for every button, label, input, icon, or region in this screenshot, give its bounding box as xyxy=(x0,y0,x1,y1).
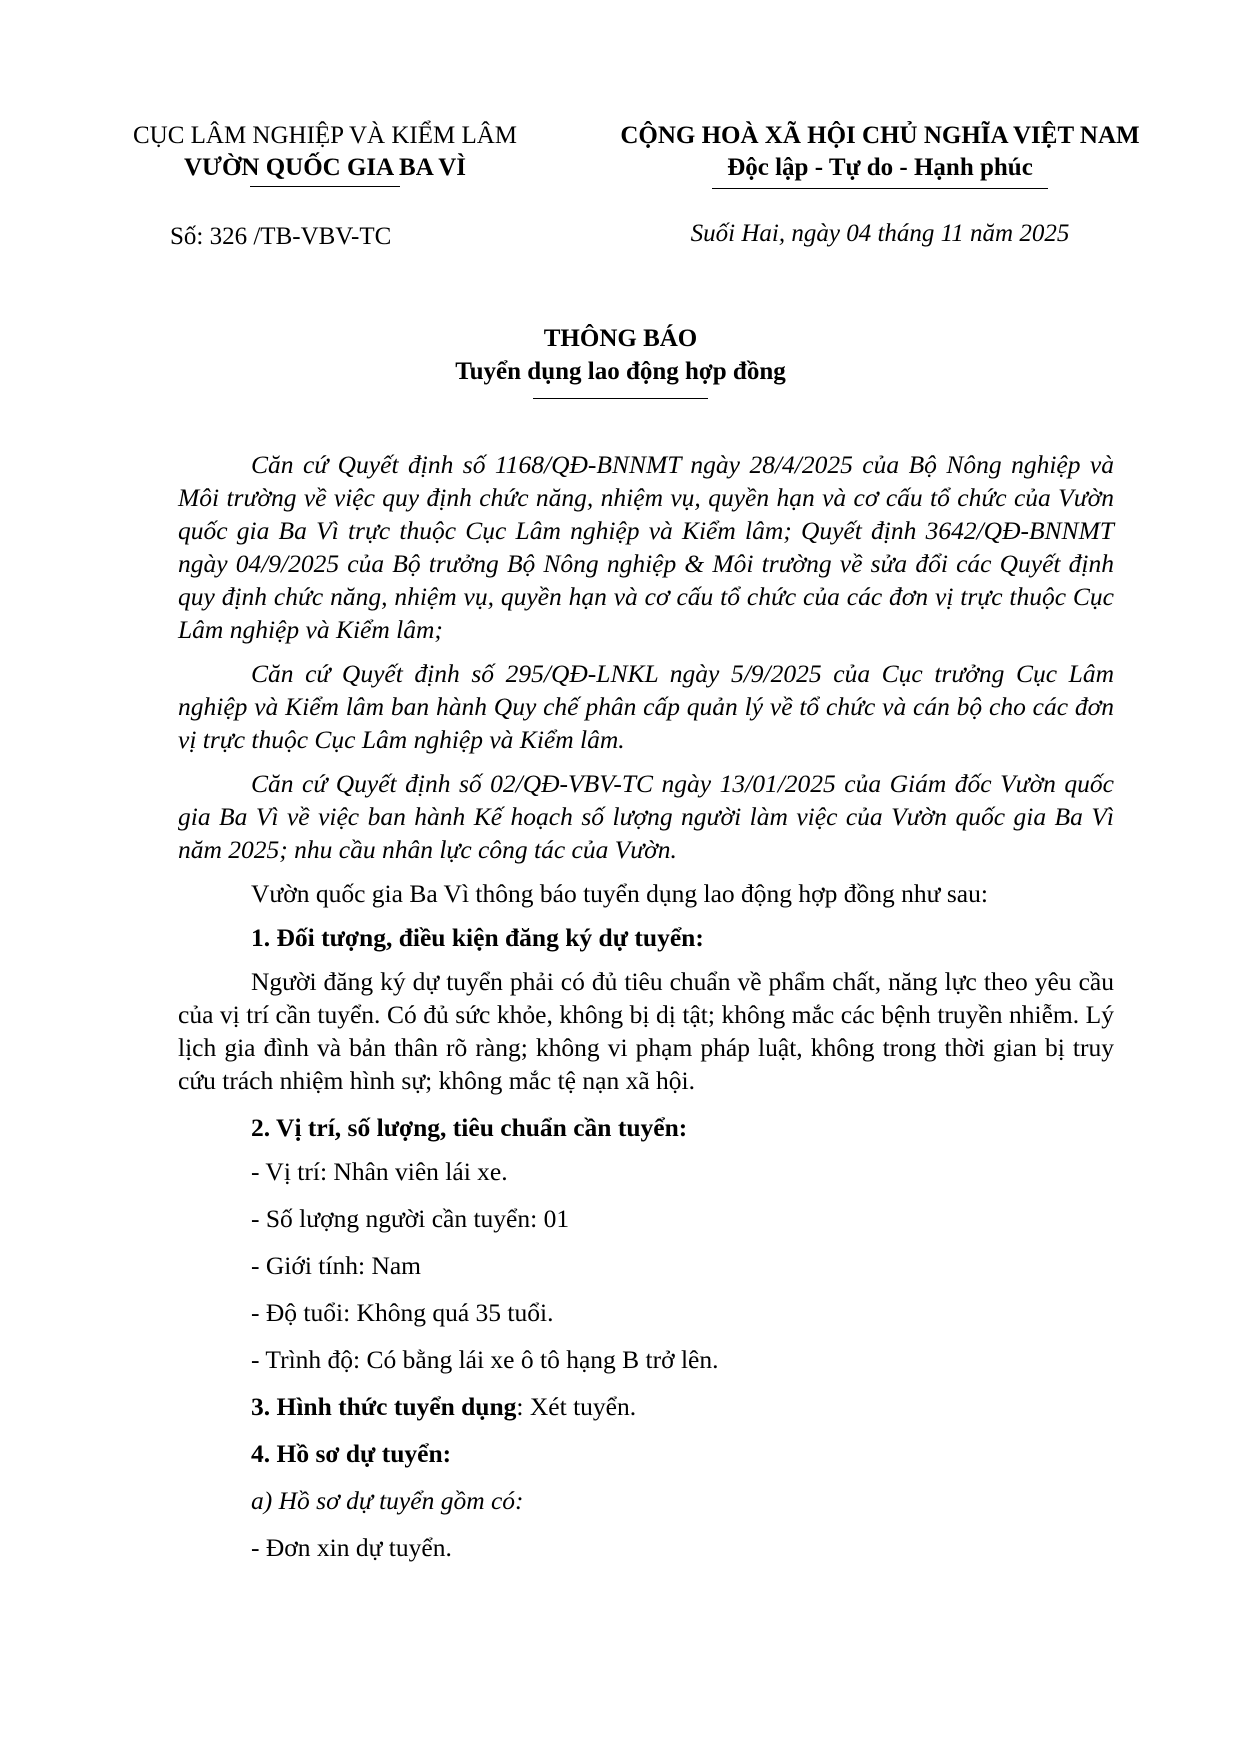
intro-paragraph: Vườn quốc gia Ba Vì thông báo tuyển dụng lao động hợp đồng như sau: xyxy=(251,879,988,908)
list-item: - Độ tuổi: Không quá 35 tuổi. xyxy=(251,1298,554,1327)
section-2-heading: 2. Vị trí, số lượng, tiêu chuẩn cần tuyển: xyxy=(251,1113,688,1142)
issuing-unit: VƯỜN QUỐC GIA BA VÌ xyxy=(184,154,466,181)
section-1-heading: 1. Đối tượng, điều kiện đăng ký dự tuyển: xyxy=(251,923,704,952)
motto-underline xyxy=(712,188,1048,189)
document-title-block xyxy=(0,322,1241,399)
document-number: Số: 326 /TB-VBV-TC xyxy=(170,223,392,250)
preamble-paragraph: Căn cứ Quyết định số 295/QĐ-LNKL ngày 5/9/2025 của Cục trưởng Cục Lâm nghiệp và Kiểm lâm ban hành Quy chế phân cấp quản lý về tổ chức và cán bộ cho các đơn vị trực thuộc Cục Lâm nghiệp và Kiểm lâm. xyxy=(178,659,1114,754)
nation-name: CỘNG HOÀ XÃ HỘI CHỦ NGHĨA VIỆT NAM xyxy=(620,122,1140,149)
list-item: - Trình độ: Có bằng lái xe ô tô hạng B trở lên. xyxy=(251,1345,719,1374)
national-motto: Độc lập - Tự do - Hạnh phúc xyxy=(727,154,1033,181)
list-item: - Đơn xin dự tuyển. xyxy=(251,1533,452,1562)
national-header-block xyxy=(585,120,1175,189)
section-3-line xyxy=(178,1390,1114,1423)
unit-underline xyxy=(250,186,400,187)
place-date-line: Suối Hai, ngày 04 tháng 11 năm 2025 xyxy=(690,220,1070,247)
list-item: - Số lượng người cần tuyển: 01 xyxy=(251,1204,570,1233)
document-subtitle: Tuyển dụng lao động hợp đồng xyxy=(455,358,786,385)
preamble-paragraph: Căn cứ Quyết định số 02/QĐ-VBV-TC ngày 13/01/2025 của Giám đốc Vườn quốc gia Ba Vì về việc ban hành Kế hoạch số lượng người làm việc của Vườn quốc gia Ba Vì năm 2025; nhu cầu nhân lực công tác của Vườn. xyxy=(178,769,1114,864)
section-4-heading: 4. Hồ sơ dự tuyển: xyxy=(251,1439,452,1468)
section-3-heading: 3. Hình thức tuyển dụng xyxy=(251,1392,517,1421)
list-item: - Vị trí: Nhân viên lái xe. xyxy=(251,1157,508,1186)
issuing-agency-block xyxy=(90,120,560,187)
section-4-subheading: a) Hồ sơ dự tuyển gồm có: xyxy=(251,1486,524,1515)
title-underline xyxy=(533,398,708,399)
preamble-paragraph: Căn cứ Quyết định số 1168/QĐ-BNNMT ngày 28/4/2025 của Bộ Nông nghiệp và Môi trường về việc quy định chức năng, nhiệm vụ, quyền hạn và cơ cấu tổ chức của Vườn quốc gia Ba Vì trực thuộc Cục Lâm nghiệp và Kiểm lâm; Quyết định 3642/QĐ-BNNMT ngày 04/9/2025 của Bộ trưởng Bộ Nông nghiệp & Môi trường về sửa đổi các Quyết định quy định chức năng, nhiệm vụ, quyền hạn và cơ cấu tổ chức của các đơn vị trực thuộc Cục Lâm nghiệp và Kiểm lâm; xyxy=(178,450,1114,644)
document-body xyxy=(178,448,1114,1578)
parent-agency: CỤC LÂM NGHIỆP VÀ KIỂM LÂM xyxy=(132,122,518,149)
list-item: - Giới tính: Nam xyxy=(251,1251,422,1280)
section-1-text: Người đăng ký dự tuyển phải có đủ tiêu chuẩn về phẩm chất, năng lực theo yêu cầu của vị trí cần tuyển. Có đủ sức khỏe, không bị dị tật; không mắc các bệnh truyền nhiễm. Lý lịch gia đình và bản thân rõ ràng; không vi phạm pháp luật, không trong thời gian bị truy cứu trách nhiệm hình sự; không mắc tệ nạn xã hội. xyxy=(178,967,1114,1095)
document-title: THÔNG BÁO xyxy=(543,325,698,352)
section-3-text: : Xét tuyển. xyxy=(516,1392,637,1421)
